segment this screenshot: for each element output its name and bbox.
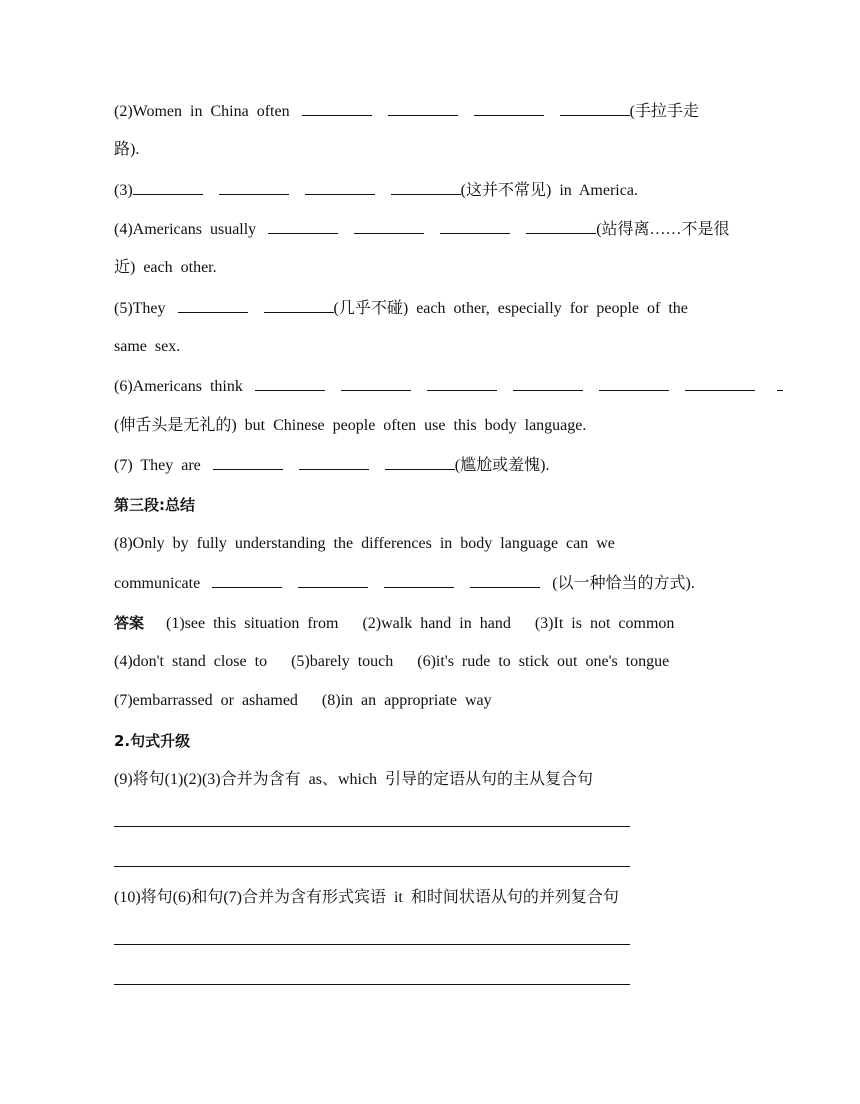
answer-item: (7)embarrassed or ashamed: [114, 692, 298, 709]
fill-blank[interactable]: [133, 180, 203, 195]
fill-blank[interactable]: [777, 376, 783, 391]
question-4-hint-cont: 近) each other.: [114, 259, 217, 276]
question-5-line: [114, 298, 688, 319]
question-3-hint: (这并不常见) in America.: [460, 182, 638, 199]
answer-write-line[interactable]: [114, 826, 630, 827]
answer-write-line[interactable]: [114, 984, 630, 985]
question-5-text: (5)They: [114, 300, 166, 317]
fill-blank[interactable]: [526, 219, 596, 234]
question-4-cont: [114, 258, 217, 278]
fill-blank[interactable]: [305, 180, 375, 195]
question-4-hint: (站得离……不是很: [596, 221, 730, 238]
question-2-cont: [114, 140, 139, 160]
answer-write-line[interactable]: [114, 944, 630, 945]
fill-blank[interactable]: [474, 101, 544, 116]
question-9-text: (9)将句(1)(2)(3)合并为含有 as、which 引导的定语从句的主从复合句: [114, 771, 594, 788]
fill-blank[interactable]: [560, 101, 630, 116]
answer-item: (5)barely touch: [291, 653, 394, 670]
fill-blank[interactable]: [685, 376, 755, 391]
fill-blank[interactable]: [513, 376, 583, 391]
fill-blank[interactable]: [212, 573, 282, 588]
question-10-text: (10)将句(6)和句(7)合并为含有形式宾语 it 和时间状语从句的并列复合句: [114, 889, 619, 906]
answers-line-1: [114, 613, 674, 634]
answer-label: 答案: [114, 614, 145, 632]
fill-blank[interactable]: [302, 101, 372, 116]
question-8-line: [114, 534, 615, 554]
question-7-text: (7) They are: [114, 457, 201, 474]
question-8-text: (8)Only by fully understanding the differences in body language can we: [114, 535, 615, 552]
fill-blank[interactable]: [264, 298, 334, 313]
fill-blank[interactable]: [213, 455, 283, 470]
upgrade-title: [114, 731, 190, 751]
fill-blank[interactable]: [298, 573, 368, 588]
question-7-hint: (尴尬或羞愧).: [454, 457, 550, 474]
section-3-title: [114, 495, 195, 515]
fill-blank[interactable]: [178, 298, 248, 313]
fill-blank[interactable]: [427, 376, 497, 391]
fill-blank[interactable]: [385, 455, 455, 470]
question-2-hint: (手拉手走: [629, 103, 699, 120]
fill-blank[interactable]: [599, 376, 669, 391]
question-6-line: [114, 376, 787, 397]
answer-item: (2)walk hand in hand: [362, 615, 511, 632]
question-6-text: (6)Americans think: [114, 378, 243, 395]
question-5-cont: [114, 337, 180, 357]
fill-blank[interactable]: [384, 573, 454, 588]
question-3-text: (3): [114, 182, 133, 199]
fill-blank[interactable]: [388, 101, 458, 116]
question-10-line: [114, 888, 619, 908]
fill-blank[interactable]: [299, 455, 369, 470]
fill-blank[interactable]: [391, 180, 461, 195]
answer-item: (3)It is not common: [534, 615, 675, 632]
fill-blank[interactable]: [440, 219, 510, 234]
answer-item: (6)it's rude to stick out one's tongue: [417, 653, 670, 670]
question-6-cont: [114, 416, 586, 436]
question-2-hint-cont: 路).: [114, 141, 140, 158]
question-4-line: [114, 219, 730, 240]
fill-blank[interactable]: [219, 180, 289, 195]
upgrade-title-text: 2.句式升级: [114, 732, 191, 750]
question-6-cont-text: (伸舌头是无礼的) but Chinese people often use this body language.: [114, 417, 587, 434]
section-3-title-text: 第三段:总结: [114, 496, 195, 514]
question-9-line: [114, 770, 593, 790]
answers-line-2: [114, 652, 669, 672]
question-5-hint: (几乎不碰) each other, especially for people of the: [333, 300, 688, 317]
answer-item: (4)don't stand close to: [114, 653, 268, 670]
question-8-hint: (以一种恰当的方式).: [552, 575, 695, 592]
answers-line-3: [114, 691, 492, 711]
question-8-text-b: communicate: [114, 575, 201, 592]
fill-blank[interactable]: [255, 376, 325, 391]
question-7-line: [114, 455, 549, 476]
answer-item: (8)in an appropriate way: [321, 692, 492, 709]
question-8-cont: [114, 573, 695, 594]
question-2-text: (2)Women in China often: [114, 103, 290, 120]
fill-blank[interactable]: [470, 573, 540, 588]
fill-blank[interactable]: [341, 376, 411, 391]
answer-item: (1)see this situation from: [166, 615, 339, 632]
question-3-line: [114, 180, 638, 201]
fill-blank[interactable]: [268, 219, 338, 234]
question-4-text: (4)Americans usually: [114, 221, 257, 238]
answer-write-line[interactable]: [114, 866, 630, 867]
fill-blank[interactable]: [354, 219, 424, 234]
question-2-line: [114, 101, 699, 122]
question-5-cont-text: same sex.: [114, 338, 181, 355]
